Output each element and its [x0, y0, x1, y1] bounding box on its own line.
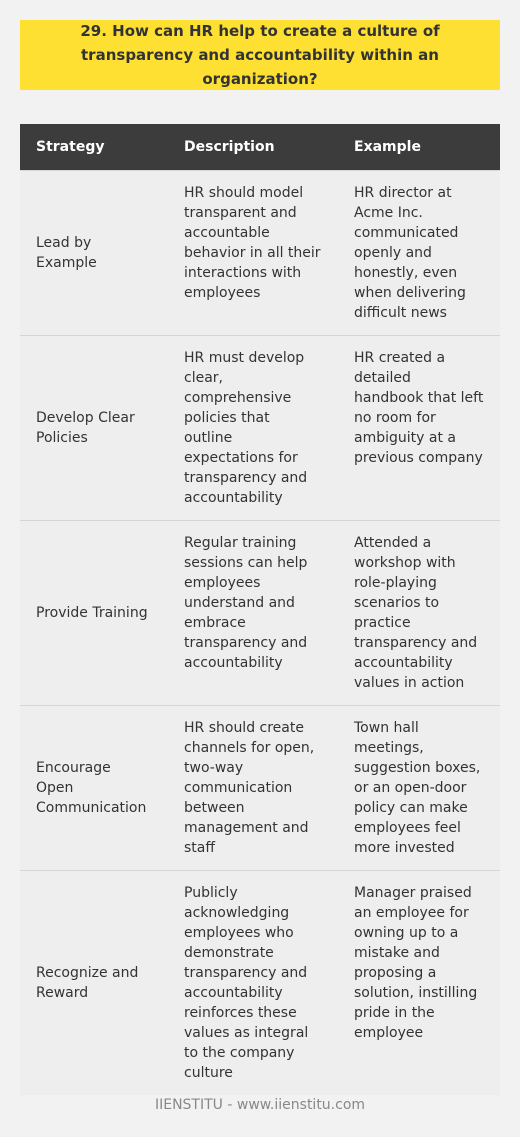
- table-row: [20, 520, 500, 705]
- example-cell: HR created a detailed handbook that left no room for ambiguity at a previous company: [338, 335, 500, 520]
- strategy-cell: Recognize and Reward: [20, 870, 168, 1095]
- description-cell: HR should create channels for open, two-way communication between management and staff: [168, 705, 338, 870]
- column-header-description: Description: [168, 124, 338, 170]
- page-title: [20, 20, 500, 90]
- table-header-row: [20, 124, 500, 170]
- strategy-cell: Develop Clear Policies: [20, 335, 168, 520]
- example-cell: Town hall meetings, suggestion boxes, or an open-door policy can make employees feel more invested: [338, 705, 500, 870]
- footer-credit: IIENSTITU - www.iienstitu.com: [154, 1097, 366, 1113]
- description-cell: Publicly acknowledging employees who demonstrate transparency and accountability reinforces these values as integral to the company culture: [168, 870, 338, 1095]
- page-title-text: 29. How can HR help to create a culture of transparency and accountability within an organization?: [80, 22, 440, 88]
- table-row: [20, 870, 500, 1095]
- strategy-cell: Lead by Example: [20, 170, 168, 335]
- strategy-table-container: [20, 124, 500, 1095]
- table-row: [20, 335, 500, 520]
- example-cell: Attended a workshop with role-playing scenarios to practice transparency and accountability values in action: [338, 520, 500, 705]
- example-cell: Manager praised an employee for owning up to a mistake and proposing a solution, instilling pride in the employee: [338, 870, 500, 1095]
- description-cell: HR must develop clear, comprehensive policies that outline expectations for transparency and accountability: [168, 335, 338, 520]
- description-cell: HR should model transparent and accountable behavior in all their interactions with employees: [168, 170, 338, 335]
- description-cell: Regular training sessions can help employees understand and embrace transparency and accountability: [168, 520, 338, 705]
- column-header-strategy: Strategy: [20, 124, 168, 170]
- table-row: [20, 170, 500, 335]
- strategy-cell: Encourage Open Communication: [20, 705, 168, 870]
- table-row: [20, 705, 500, 870]
- strategy-table: [20, 124, 500, 1095]
- column-header-example: Example: [338, 124, 500, 170]
- example-cell: HR director at Acme Inc. communicated openly and honestly, even when delivering difficult news: [338, 170, 500, 335]
- strategy-cell: Provide Training: [20, 520, 168, 705]
